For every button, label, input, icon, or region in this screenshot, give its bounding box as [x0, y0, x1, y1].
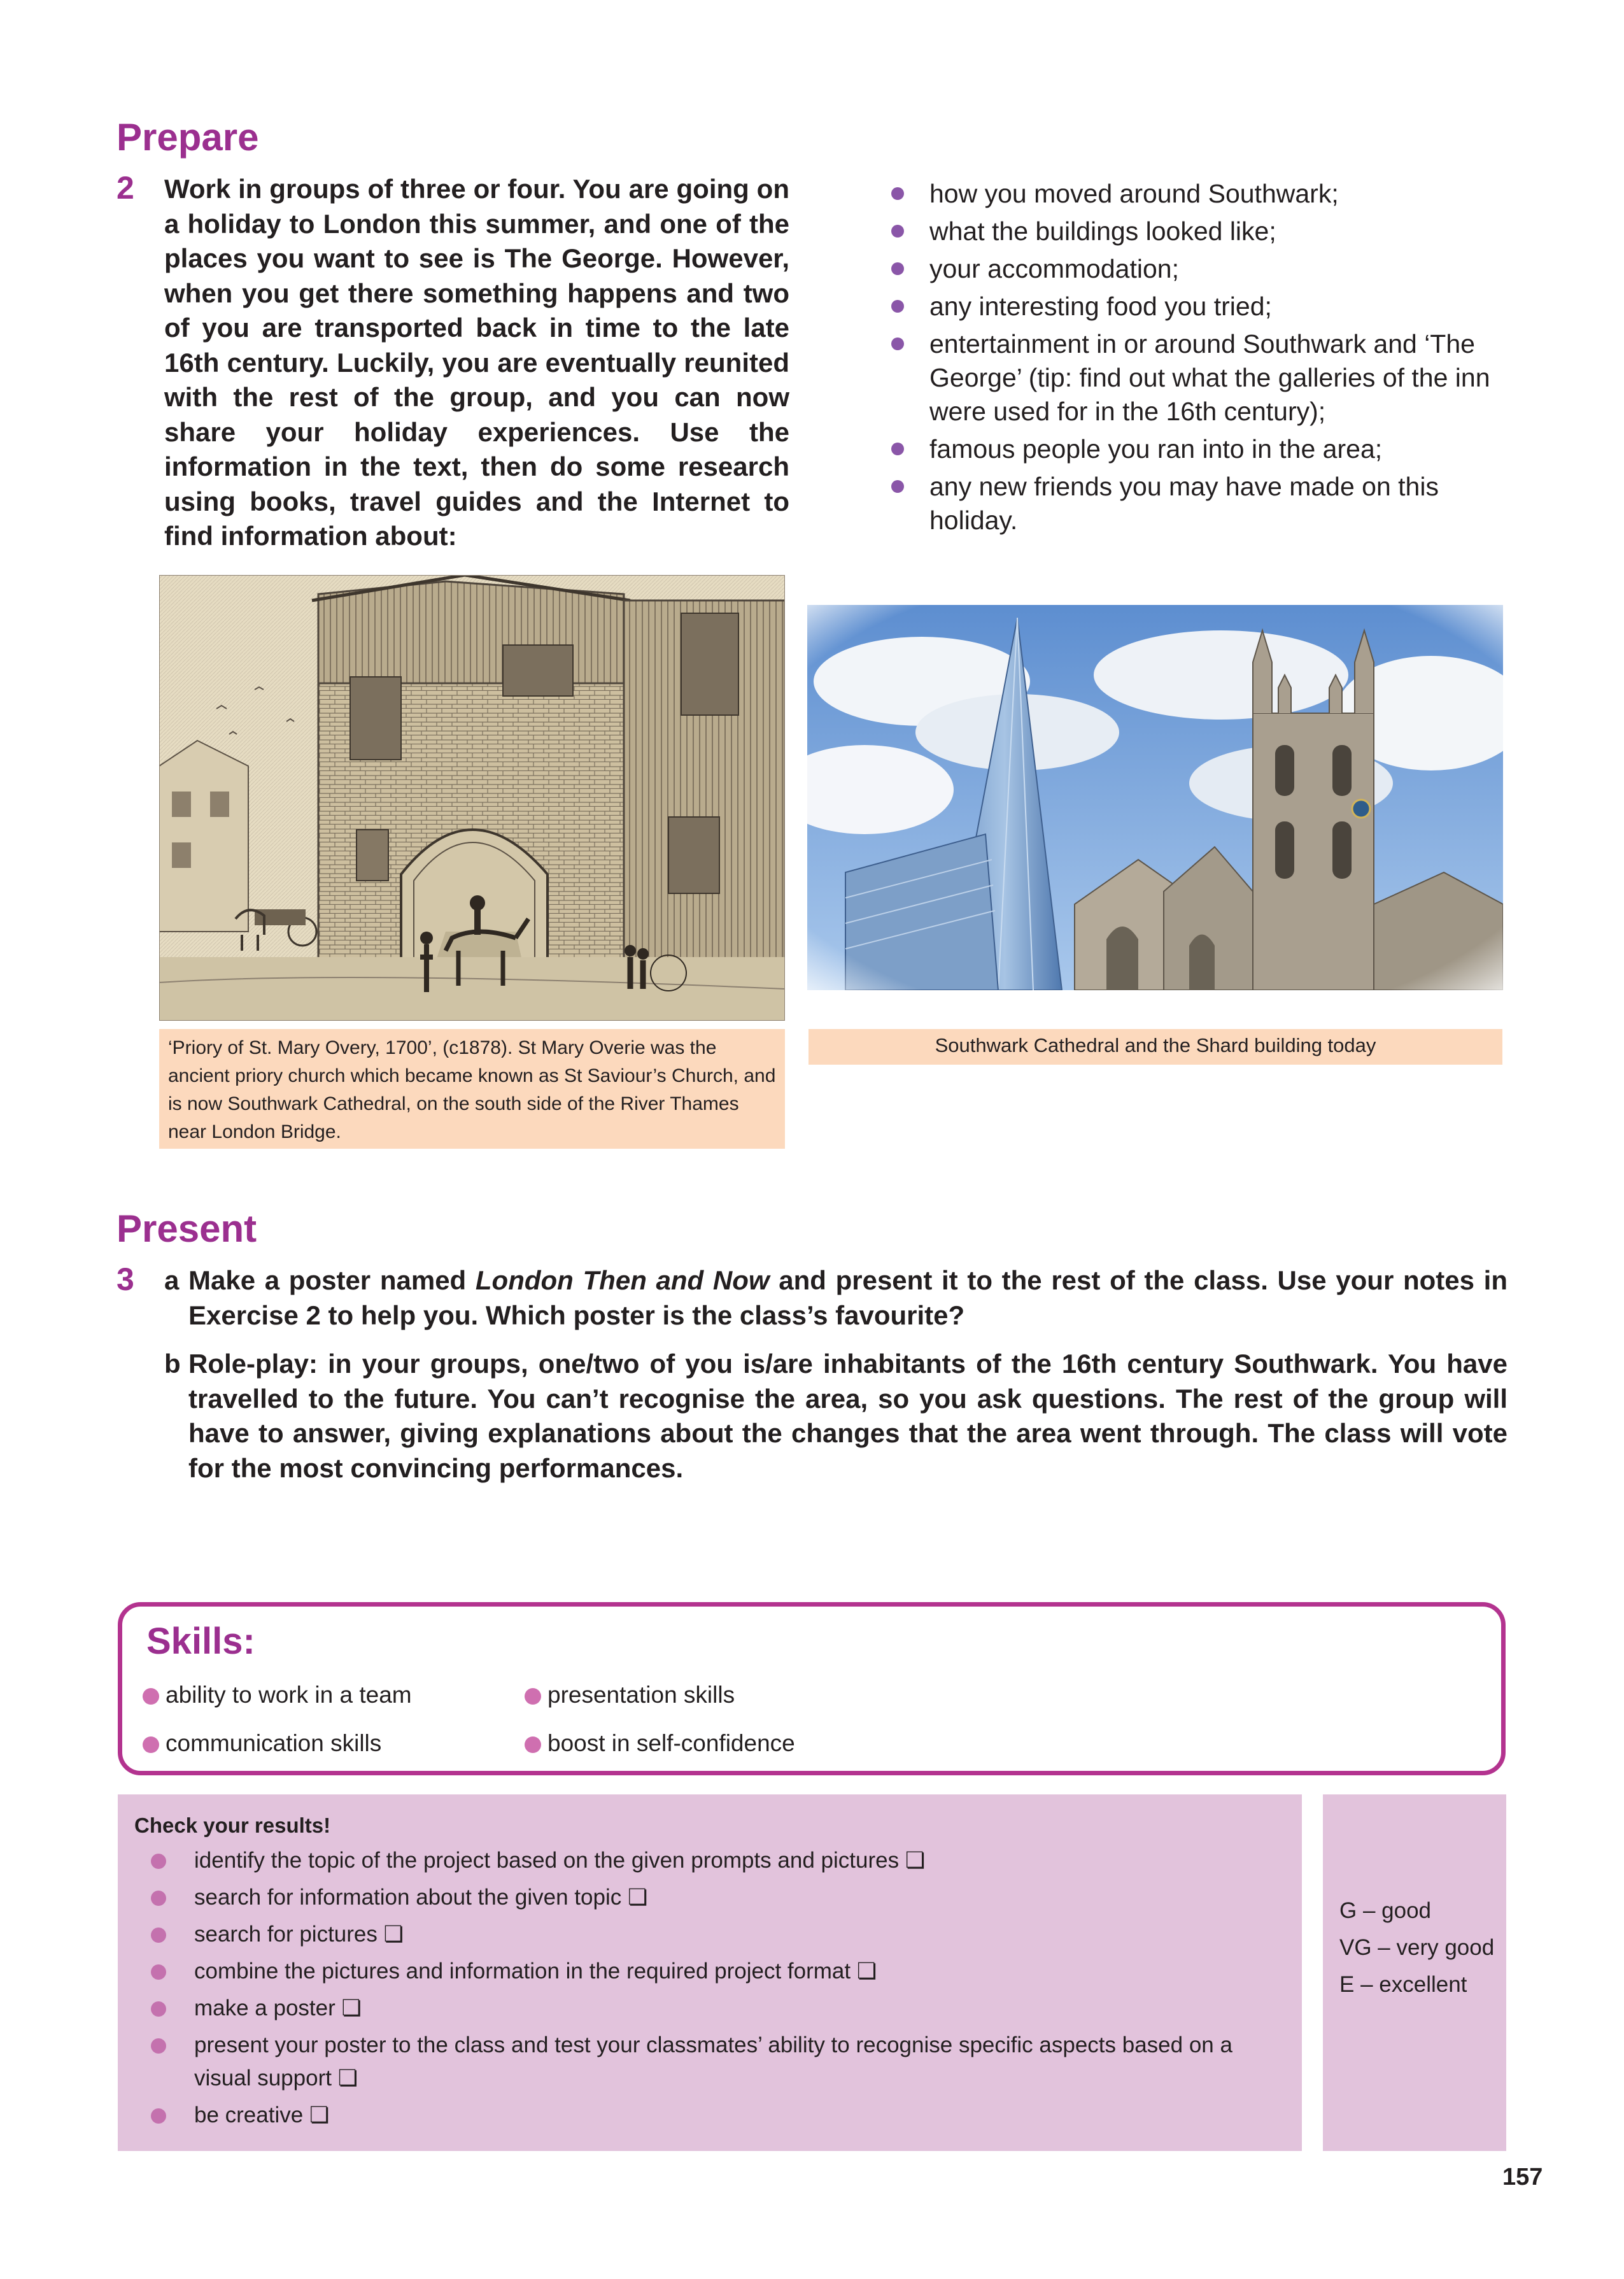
checkbox-icon[interactable]: ❏ [337, 2066, 358, 2091]
bullet-item: how you moved around Southwark; [886, 177, 1529, 211]
checkbox-icon[interactable]: ❏ [627, 1885, 648, 1910]
bullet-dot-icon [151, 1891, 166, 1906]
skill-item: ability to work in a team [143, 1682, 412, 1708]
present-heading: Present [117, 1207, 257, 1250]
bullet-item: any interesting food you tried; [886, 290, 1529, 323]
bullet-dot-icon [891, 187, 904, 200]
bullet-dot-icon [891, 225, 904, 238]
exercise-3-number: 3 [117, 1261, 134, 1297]
bullet-dot-icon [891, 262, 904, 275]
bullet-dot-icon [143, 1736, 159, 1753]
engraving-caption: ‘Priory of St. Mary Overy, 1700’, (c1878). St Mary Overie was the ancient priory church which became known as St Saviour’s Church, and is now Southwark Cathedral, on the south side of the River Thames near London Bridge. [159, 1029, 785, 1149]
exercise-2-instructions: Work in groups of three or four. You are going on a holiday to London this summer, and one of the places you want to see is The George. However, when you get there something happens and two of you are transported back in time to the late 16th century. Luckily, you are eventually reunited with the rest of the group, and you can now share your holiday experiences. Use the information in the text, then do some research using books, travel guides and the Internet to find information about: [164, 174, 789, 551]
bullet-dot-icon [891, 337, 904, 350]
bullet-dot-icon [891, 480, 904, 493]
result-item: combine the pictures and information in the required project format ❏ [134, 1955, 1255, 1988]
skills-heading: Skills: [146, 1621, 255, 1662]
check-results-list [134, 1844, 1255, 2132]
prepare-bullet-list [886, 177, 1529, 541]
exercise-3a-text-end: and present it to the rest of the class. Use your notes in Exercise 2 to help you. Which poster is the class’s favourite? [188, 1265, 1507, 1330]
bullet-dot-icon [151, 1854, 166, 1869]
bullet-dot-icon [151, 1964, 166, 1980]
bullet-dot-icon [151, 2108, 166, 2124]
poster-title: London Then and Now [475, 1265, 770, 1295]
result-item: be creative ❏ [134, 2099, 1255, 2132]
exercise-3b-text: Role-play: in your groups, one/two of you is/are inhabitants of the 16th century Southwark. You have travelled to the future. You can’t recognise the area, so you ask questions. The rest of the group will have to answer, giving explanations about the changes that the area went through. The class will vote for the most convincing performances. [188, 1349, 1507, 1483]
exercise-3a [164, 1263, 1507, 1333]
exercise-3a-letter: a [164, 1265, 180, 1295]
checkbox-icon[interactable]: ❏ [383, 1922, 404, 1947]
skills-box [118, 1602, 1506, 1775]
grades-box [1323, 1794, 1506, 2151]
skill-item: boost in self-confidence [525, 1730, 795, 1757]
exercise-2-number: 2 [117, 170, 134, 206]
exercise-3b [164, 1347, 1507, 1486]
result-item: present your poster to the class and test your classmates’ ability to recognise specific aspects based on a visual support ❏ [134, 2029, 1255, 2095]
page-number: 157 [1502, 2164, 1543, 2190]
checkbox-icon[interactable]: ❏ [905, 1848, 926, 1873]
grade-excellent: E – excellent [1339, 1972, 1467, 1997]
skill-item: communication skills [143, 1730, 381, 1757]
bullet-dot-icon [891, 443, 904, 455]
prepare-heading: Prepare [117, 116, 259, 159]
bullet-dot-icon [891, 300, 904, 313]
skill-item: presentation skills [525, 1682, 735, 1708]
check-results-heading: Check your results! [134, 1814, 331, 1837]
checkbox-icon[interactable]: ❏ [856, 1959, 877, 1984]
bullet-item: entertainment in or around Southwark and ‘The George’ (tip: find out what the galleries of the inn were used for in the 16th century); [886, 327, 1529, 429]
bullet-item: any new friends you may have made on this holiday. [886, 470, 1529, 537]
result-item: make a poster ❏ [134, 1992, 1255, 2025]
result-item: identify the topic of the project based on the given prompts and pictures ❏ [134, 1844, 1255, 1877]
grade-good: G – good [1339, 1898, 1431, 1923]
result-item: search for information about the given topic ❏ [134, 1881, 1255, 1914]
exercise-3b-letter: b [164, 1349, 181, 1379]
checkbox-icon[interactable]: ❏ [309, 2103, 330, 2127]
result-item: search for pictures ❏ [134, 1918, 1255, 1951]
bullet-dot-icon [143, 1688, 159, 1705]
bullet-dot-icon [151, 1928, 166, 1943]
bullet-item: what the buildings looked like; [886, 215, 1529, 248]
checkbox-icon[interactable]: ❏ [341, 1996, 362, 2020]
priory-engraving-image [159, 575, 785, 1021]
bullet-dot-icon [151, 2001, 166, 2017]
exercise-3a-text-start: Make a poster named [188, 1265, 476, 1295]
check-results-box [118, 1794, 1302, 2151]
photo-caption: Southwark Cathedral and the Shard building today [808, 1029, 1502, 1065]
shard-cathedral-photo [807, 605, 1503, 990]
bullet-item: famous people you ran into in the area; [886, 432, 1529, 466]
bullet-item: your accommodation; [886, 252, 1529, 286]
bullet-dot-icon [525, 1736, 541, 1753]
grade-very-good: VG – very good [1339, 1935, 1495, 1960]
bullet-dot-icon [151, 2038, 166, 2054]
bullet-dot-icon [525, 1688, 541, 1705]
